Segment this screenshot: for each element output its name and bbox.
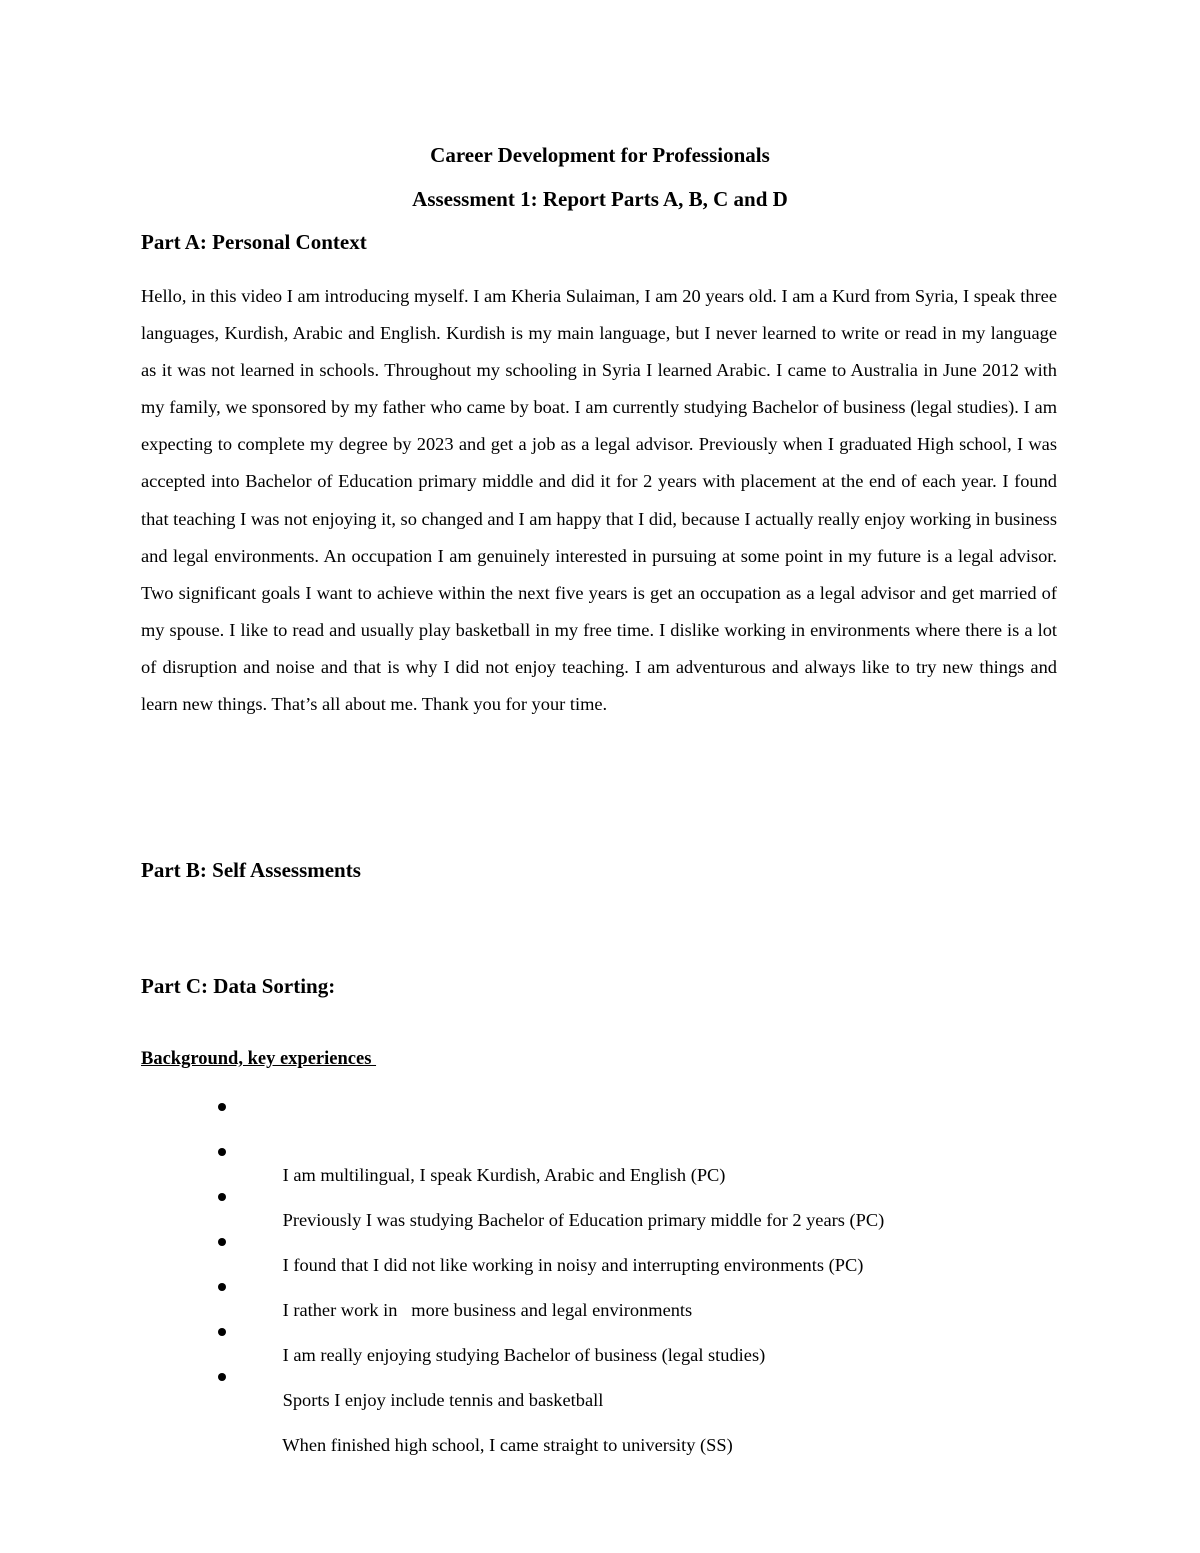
part-b-heading: Part B: Self Assessments [141, 858, 361, 882]
list-item [212, 1180, 884, 1275]
list-item-text: Previously I was studying Bachelor of Education primary middle for 2 years (PC) [282, 1210, 885, 1230]
list-item-text: I am multilingual, I speak Kurdish, Arabic and English (PC) [282, 1165, 726, 1185]
list-item-text: I found that I did not like working in noisy and interrupting environments (PC) [282, 1255, 864, 1275]
document-title: Career Development for Professionals [430, 143, 770, 167]
document-subtitle: Assessment 1: Report Parts A, B, C and D [412, 187, 788, 211]
background-subheading: Background, key experiences [141, 1049, 377, 1069]
bullet-icon [218, 1373, 226, 1381]
bullet-icon [218, 1103, 226, 1111]
part-c-heading: Part C: Data Sorting: [141, 974, 336, 998]
list-item-text: I am really enjoying studying Bachelor of business (legal studies) [282, 1345, 766, 1365]
list-item [212, 1315, 884, 1410]
list-item [212, 1225, 884, 1320]
list-item [212, 1270, 884, 1365]
list-item-text: Sports I enjoy include tennis and basketball [282, 1390, 604, 1410]
bullet-icon [218, 1328, 226, 1336]
list-item [212, 1360, 884, 1455]
bullet-icon [218, 1238, 226, 1246]
list-item-text: I rather work in more business and legal environments [282, 1300, 693, 1320]
part-a-heading: Part A: Personal Context [141, 230, 367, 254]
bullet-icon [218, 1283, 226, 1291]
list-item [212, 1090, 884, 1185]
background-list [212, 1090, 885, 1455]
part-a-body: Hello, in this video I am introducing myself. I am Kheria Sulaiman, I am 20 years old. I am a Kurd from Syria, I speak three languages, Kurdish, Arabic and English. Kurdish is my main language, but I never learned to write or read in my language as it was not learned in schools. Throughout my schooling in Syria I learned Arabic. I came to Australia in June 2012 with my family, we sponsored by my father who came by boat. I am currently studying Bachelor of business (legal studies). I am expecting to complete my degree by 2023 and get a job as a legal advisor. Previously when I graduated High school, I was accepted into Bachelor of Education primary middle and did it for 2 years with placement at the end of each year. I found that teaching I was not enjoying it, so changed and I am happy that I did, because I actually really enjoy working in business and legal environments. An occupation I am genuinely interested in pursuing at some point in my future is a legal advisor. Two significant goals I want to achieve within the next five years is get an occupation as a legal advisor and get married of my spouse. I like to read and usually play basketball in my free time. I dislike working in environments where there is a lot of disruption and noise and that is why I did not enjoy teaching. I am adventurous and always like to try new things and learn new things. That’s all about me. Thank you for your time. [141, 286, 1057, 715]
list-item [212, 1135, 885, 1230]
bullet-icon [218, 1148, 226, 1156]
list-item-text: When finished high school, I came straight to university (SS) [282, 1435, 733, 1455]
bullet-icon [218, 1193, 226, 1201]
